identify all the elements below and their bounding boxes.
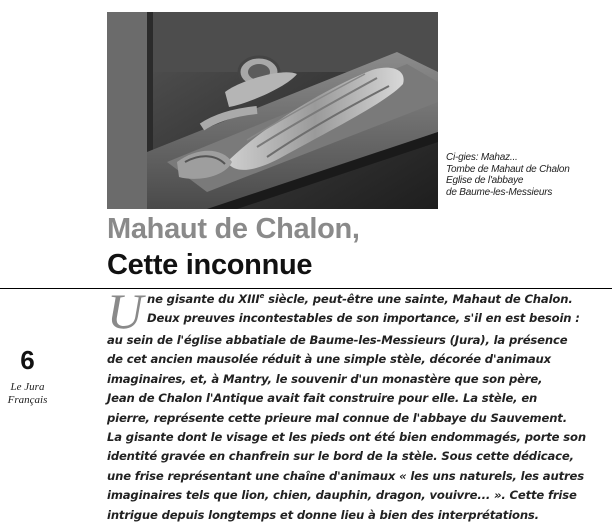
article-body (107, 283, 605, 525)
drop-cap: U (107, 283, 143, 339)
superscript: e (259, 292, 265, 300)
article-line: au sein de l'église abbatiale de Baume-les-Messieurs (Jura), la présence (107, 333, 568, 347)
tomb-effigy-illustration (107, 12, 438, 209)
caption-line: Tombe de Mahaut de Chalon (446, 163, 570, 175)
article-line: La gisante dont le visage et les pieds ont été bien endommagés, porte son (107, 430, 586, 445)
article-line: de cet ancien mausolée réduit à une simple stèle, décorée d'animaux (107, 352, 551, 367)
article-line: imaginaires, et, à Mantry, le souvenir d'un monastère que son père, (107, 371, 543, 386)
caption-line: Eglise de l'abbaye (446, 175, 524, 186)
article-line: Deux preuves incontestables de son importance, s'il en est besoin : (146, 311, 580, 326)
article-line: pierre, représente cette prieure mal connue de l'abbaye du Sauvement. (107, 410, 567, 425)
caption-line: de Baume-les-Messieurs (446, 186, 553, 198)
photo-caption (446, 152, 606, 198)
publication-line: Français (7, 394, 48, 406)
tomb-photo (107, 12, 438, 209)
publication-line: Le Jura (10, 381, 45, 393)
article-line (107, 290, 605, 309)
caption-line: Ci-gies: Mahaz... (446, 152, 518, 163)
article-line: Jean de Chalon l'Antique avait fait construire pour elle. La stèle, en (107, 391, 538, 406)
article-text: ne gisante du XIII (146, 292, 260, 306)
article-line: identité gravée en chanfrein sur le bord de la stèle. Sous cette dédicace, (107, 449, 574, 464)
headline-line-1: Mahaut de Chalon, (107, 213, 360, 245)
publication-name (0, 381, 55, 407)
article-line: une frise représentant une chaîne d'animaux « les uns naturels, les autres (107, 468, 585, 483)
divider (0, 288, 612, 289)
article-text: siècle, peut-être une sainte, Mahaut de Chalon. (264, 292, 573, 306)
article-line: imaginaires tels que lion, chien, dauphin, dragon, vouivre... ». Cette frise (107, 488, 577, 503)
article-line: intrigue depuis longtemps et donne lieu à bien des interprétations. (107, 507, 539, 522)
page-number: 6 (20, 345, 35, 375)
headline-line-2: Cette inconnue (107, 249, 313, 281)
